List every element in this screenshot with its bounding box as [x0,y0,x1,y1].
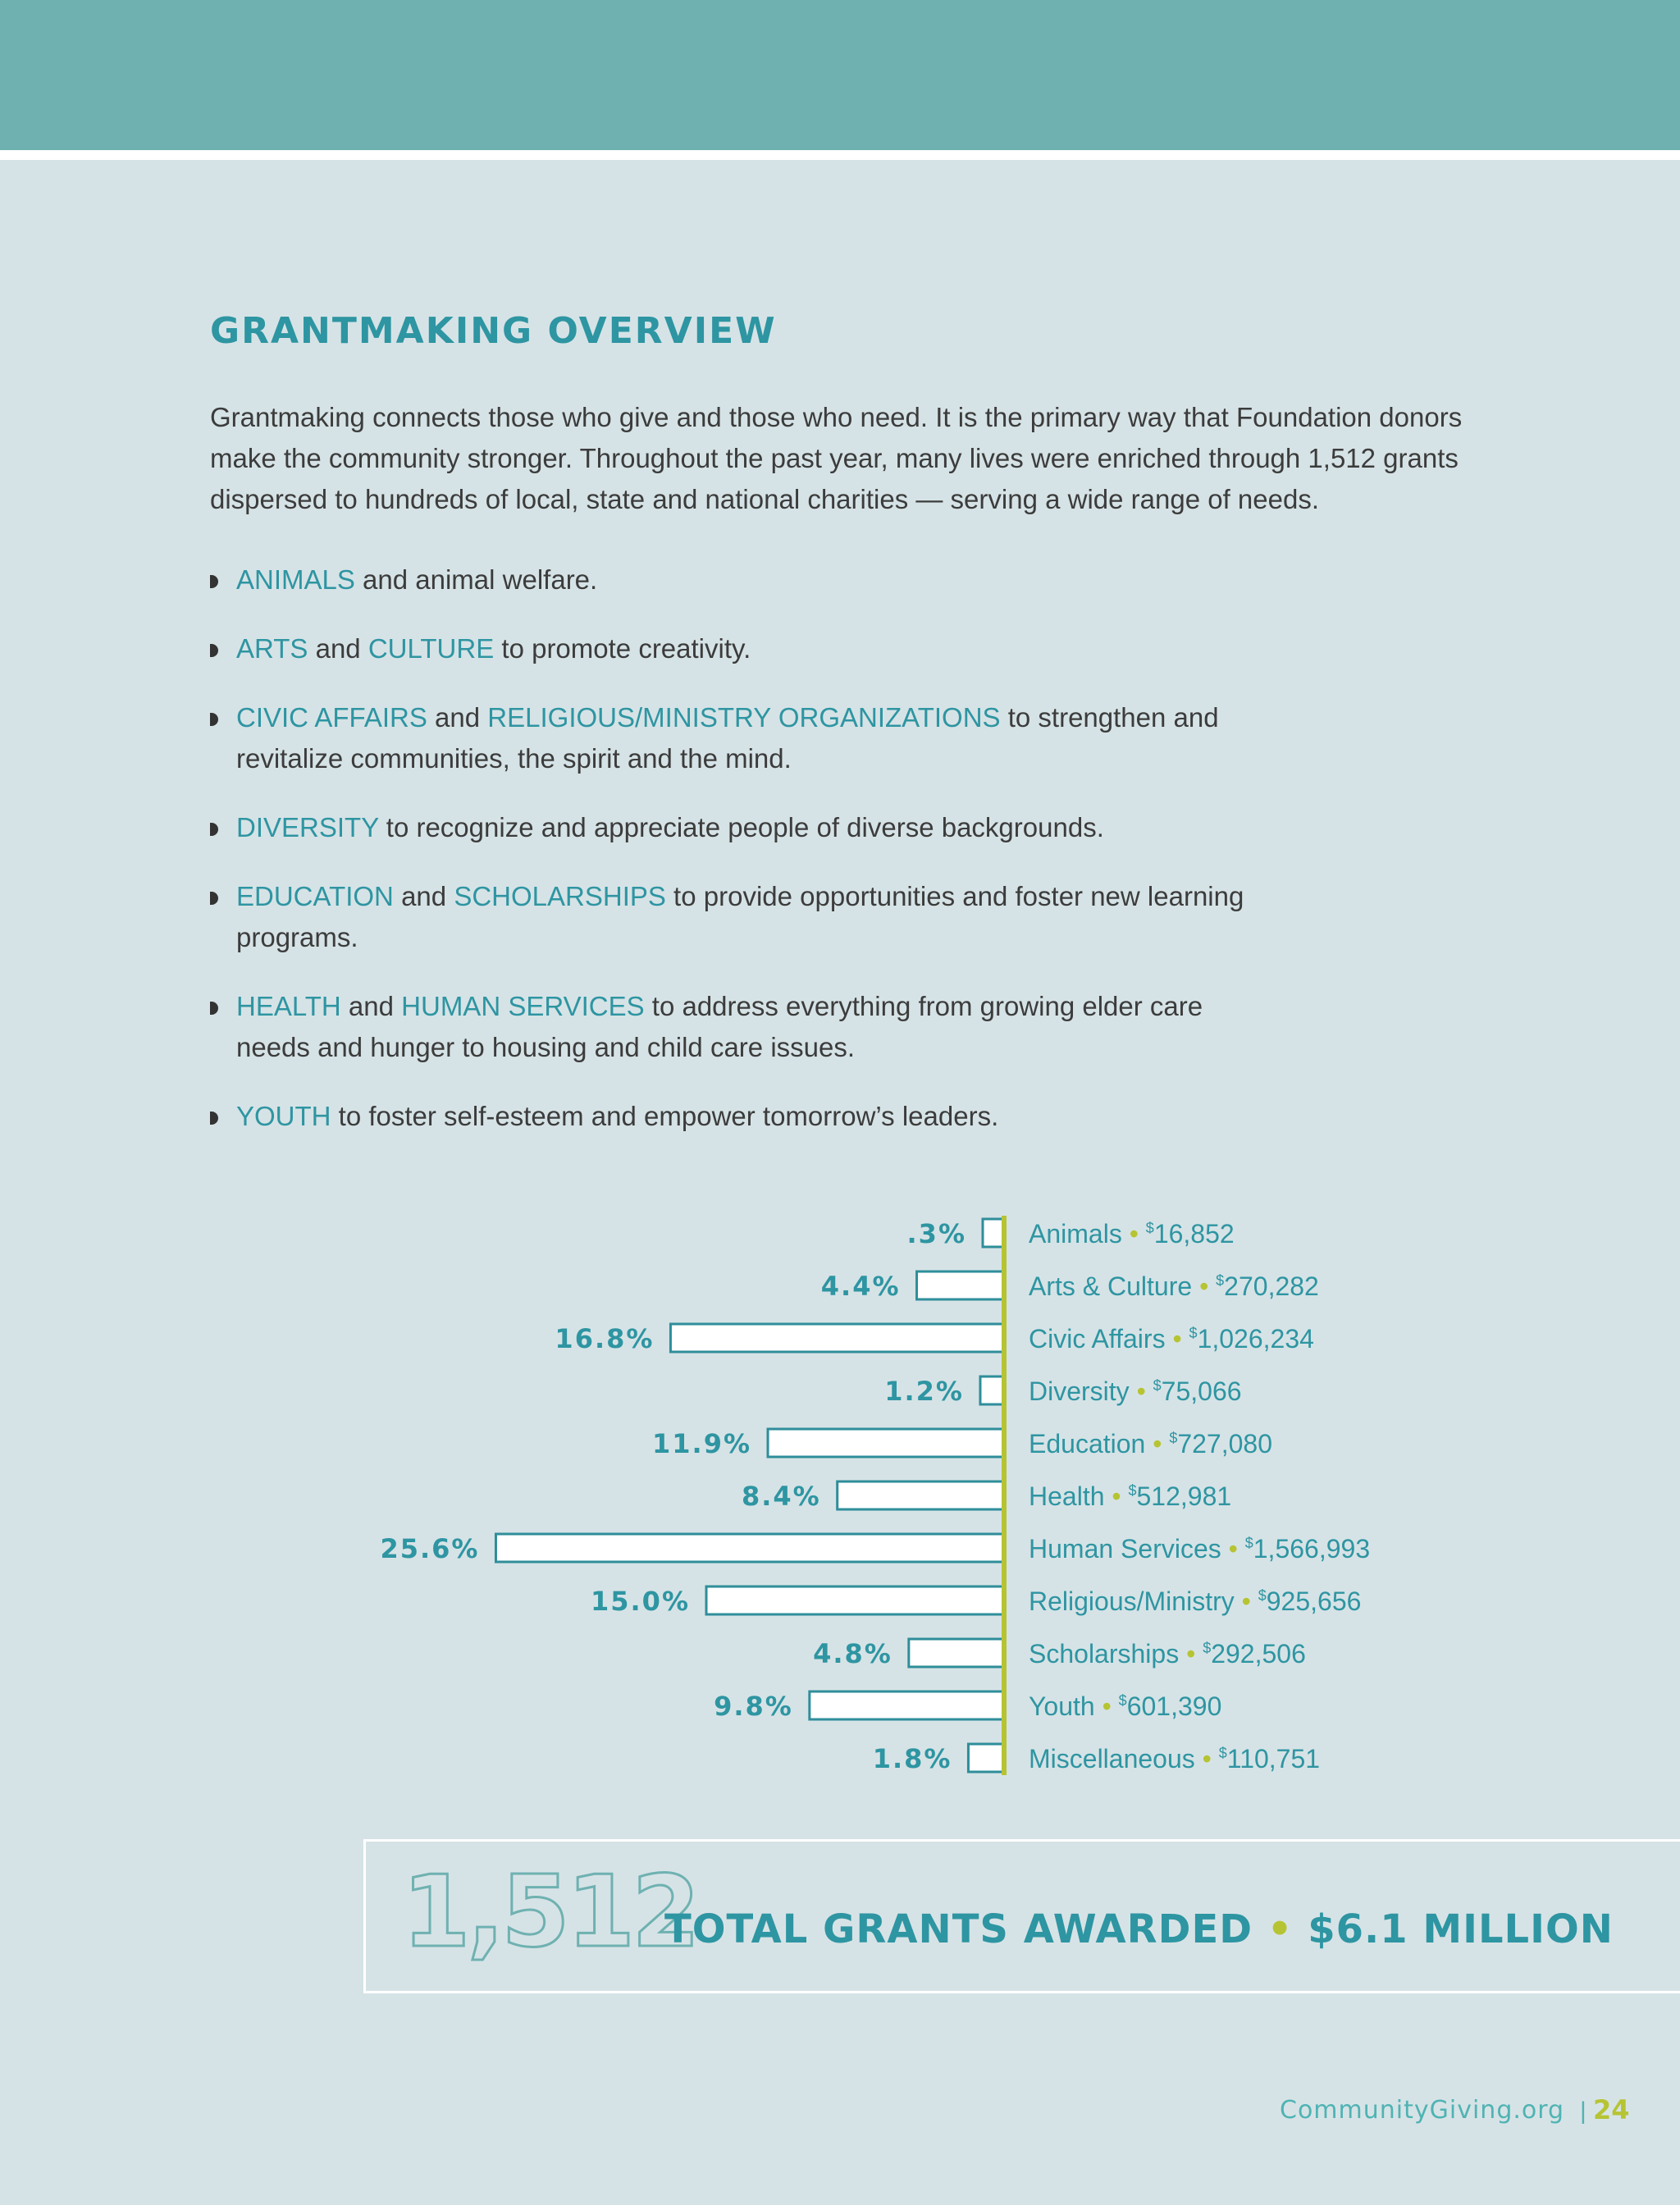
focus-area-keyword: HEALTH [236,991,341,1021]
focus-area-keyword: ARTS [236,633,308,664]
focus-area-item [210,876,1276,958]
bullet-icon [210,575,218,588]
focus-area-item [210,1096,1276,1137]
total-grants-count: 1,512 [402,1856,697,1970]
focus-area-text: and [340,991,402,1021]
category-label [1029,1639,1306,1669]
totals-label [664,1905,1614,1954]
footer-separator: | [1580,2098,1586,2125]
footer-website: CommunityGiving.org [1280,2096,1565,2125]
focus-area-keyword: DIVERSITY [236,812,379,842]
category-label [1029,1271,1319,1301]
focus-area-keyword: HUMAN SERVICES [401,991,645,1021]
page-title: GRANTMAKING OVERVIEW [210,310,777,352]
category-separator: • [1202,1744,1219,1774]
currency-symbol: $ [1258,1587,1267,1604]
focus-area-keyword: CULTURE [368,633,495,664]
category-separator: • [1241,1586,1258,1616]
focus-area-item [210,807,1276,848]
focus-area-text: and animal welfare. [354,564,598,595]
bar-value-label: .3% [906,1218,966,1249]
currency-symbol: $ [1145,1220,1154,1236]
category-separator: • [1172,1324,1189,1354]
bar [909,1639,1004,1667]
currency-symbol: $ [1153,1377,1162,1394]
bar-value-label: 4.8% [813,1638,892,1669]
focus-area-list [210,559,1276,1165]
currency-symbol: $ [1203,1640,1212,1656]
focus-area-text: to promote creativity. [494,633,751,664]
category-label [1029,1429,1272,1459]
focus-area-keyword: RELIGIOUS/MINISTRY ORGANIZATIONS [487,702,1001,733]
category-label [1029,1744,1320,1774]
intro-paragraph: Grantmaking connects those who give and those who need. It is the primary way that Foundation donors make the community stronger. Throughout the past year, many lives were enriched through 1,512 grants dispersed to hundreds of local, state and national charities — serving a wide range of needs. [210,402,1463,514]
category-label [1029,1691,1221,1721]
category-separator: • [1199,1271,1217,1301]
page-number: 24 [1593,2094,1630,2125]
category-amount: 110,751 [1226,1744,1321,1774]
category-name: Animals [1029,1219,1130,1249]
category-name: Youth [1029,1691,1102,1721]
category-amount: 1,566,993 [1253,1534,1371,1564]
focus-area-keyword: EDUCATION [236,881,394,911]
bar-value-label: 11.9% [652,1428,752,1459]
bar [838,1481,1004,1509]
bullet-icon [210,1002,218,1015]
category-amount: 601,390 [1126,1691,1222,1721]
bar [810,1691,1004,1719]
bar-value-label: 9.8% [714,1691,793,1722]
category-amount: 292,506 [1211,1639,1306,1669]
category-name: Education [1029,1429,1153,1459]
focus-area-item [210,628,1276,669]
bar [980,1376,1004,1404]
bar [495,1534,1004,1562]
bar [968,1744,1004,1772]
bar [917,1271,1004,1299]
total-grants-label: TOTAL GRANTS AWARDED [664,1906,1253,1952]
category-label [1029,1534,1370,1564]
header-band [0,0,1680,150]
category-name: Miscellaneous [1029,1744,1203,1774]
focus-area-text: and [308,633,368,664]
bar-value-label: 1.2% [884,1376,964,1407]
focus-area-text: to strengthen and revitalize communities, the spirit and the mind. [236,702,1219,774]
focus-area-item [210,986,1276,1068]
category-amount: 1,026,234 [1197,1324,1314,1354]
category-separator: • [1228,1534,1245,1564]
focus-area-text: and [393,881,454,911]
focus-area-text: to foster self-esteem and empower tomorrow’s leaders. [331,1101,999,1131]
category-amount: 727,080 [1177,1429,1272,1459]
focus-area-keyword: YOUTH [236,1101,331,1131]
category-separator: • [1186,1639,1203,1669]
bar-value-label: 25.6% [380,1533,480,1564]
category-separator: • [1129,1219,1146,1249]
bar-value-label: 8.4% [741,1481,821,1512]
bar [670,1324,1004,1352]
bar-value-label: 4.4% [820,1271,901,1302]
bullet-icon [210,823,218,836]
category-amount: 270,282 [1224,1271,1319,1301]
currency-symbol: $ [1244,1535,1253,1551]
focus-area-item [210,697,1276,779]
category-separator: • [1102,1691,1119,1721]
category-label [1029,1481,1231,1511]
total-amount: $6.1 MILLION [1308,1906,1614,1952]
currency-symbol: $ [1128,1482,1137,1499]
category-label [1029,1219,1235,1249]
category-name: Human Services [1029,1534,1229,1564]
category-separator: • [1136,1376,1153,1406]
category-separator: • [1153,1429,1170,1459]
focus-area-keyword: ANIMALS [236,564,355,595]
category-name: Religious/Ministry [1029,1586,1242,1616]
bar [706,1586,1004,1614]
category-amount: 16,852 [1153,1219,1235,1249]
bar-value-label: 15.0% [590,1586,690,1617]
currency-symbol: $ [1118,1692,1127,1709]
bar [983,1219,1004,1247]
bullet-icon [210,1112,218,1125]
focus-area-text: to provide opportunities and foster new learning programs. [236,881,1244,952]
bar-value-label: 16.8% [555,1323,655,1354]
bullet-icon [210,644,218,657]
totals-separator: • [1267,1906,1294,1952]
focus-area-text: to recognize and appreciate people of diverse backgrounds. [378,812,1104,842]
category-name: Health [1029,1481,1112,1511]
bar-value-label: 1.8% [872,1743,952,1774]
currency-symbol: $ [1216,1272,1225,1289]
category-label [1029,1586,1361,1616]
category-name: Scholarships [1029,1639,1187,1669]
category-label [1029,1376,1242,1406]
currency-symbol: $ [1169,1430,1178,1446]
focus-area-text: and [427,702,488,733]
bullet-icon [210,713,218,726]
currency-symbol: $ [1218,1745,1227,1761]
category-label [1029,1324,1314,1354]
category-amount: 75,066 [1161,1376,1242,1406]
bullet-icon [210,892,218,905]
category-name: Civic Affairs [1029,1324,1173,1354]
category-name: Diversity [1029,1376,1137,1406]
focus-area-keyword: SCHOLARSHIPS [454,881,666,911]
header-rule [0,150,1680,160]
focus-area-text: to address everything from growing elder care needs and hunger to housing and child care issues. [236,991,1203,1062]
category-amount: 925,656 [1266,1586,1362,1616]
currency-symbol: $ [1189,1325,1198,1341]
focus-area-item [210,559,1276,600]
category-name: Arts & Culture [1029,1271,1200,1301]
bar [768,1429,1004,1457]
category-amount: 512,981 [1136,1481,1232,1511]
category-separator: • [1112,1481,1129,1511]
focus-area-keyword: CIVIC AFFAIRS [236,702,427,733]
